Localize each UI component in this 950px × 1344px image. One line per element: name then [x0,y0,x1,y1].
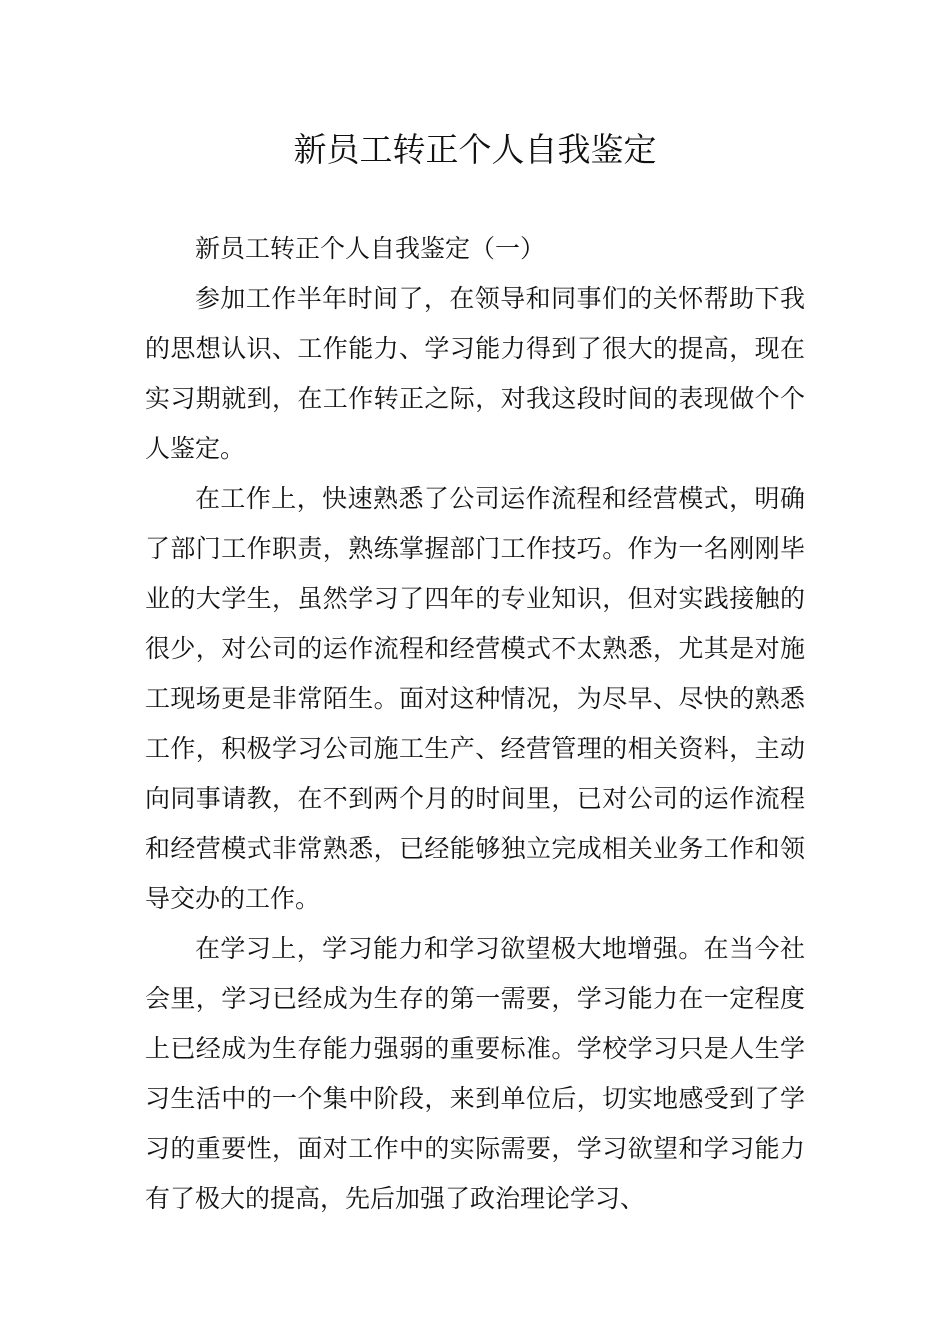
section-heading: 新员工转正个人自我鉴定（一） [195,234,546,263]
paragraph-intro: 参加工作半年时间了，在领导和同事们的关怀帮助下我的思想认识、工作能力、学习能力得到了很大的提高，现在实习期就到，在工作转正之际，对我这段时间的表现做个个人鉴定。 [145,284,805,463]
document-title: 新员工转正个人自我鉴定 [293,130,657,169]
paragraph-work: 在工作上，快速熟悉了公司运作流程和经营模式，明确了部门工作职责，熟练掌握部门工作技巧。作为一名刚刚毕业的大学生，虽然学习了四年的专业知识，但对实践接触的很少，对公司的运作流程和经营模式不太熟悉，尤其是对施工现场更是非常陌生。面对这种情况，为尽早、尽快的熟悉工作，积极学习公司施工生产、经营管理的相关资料，主动向同事请教，在不到两个月的时间里，已对公司的运作流程和经营模式非常熟悉，已经能够独立完成相关业务工作和领导交办的工作。 [145,484,805,913]
paragraph-study: 在学习上，学习能力和学习欲望极大地增强。在当今社会里，学习已经成为生存的第一需要，学习能力在一定程度上已经成为生存能力强弱的重要标准。学校学习只是人生学习生活中的一个集中阶段，来到单位后，切实地感受到了学习的重要性，面对工作中的实际需要，学习欲望和学习能力有了极大的提高，先后加强了政治理论学习、 [145,934,805,1213]
document-body [145,224,805,1224]
